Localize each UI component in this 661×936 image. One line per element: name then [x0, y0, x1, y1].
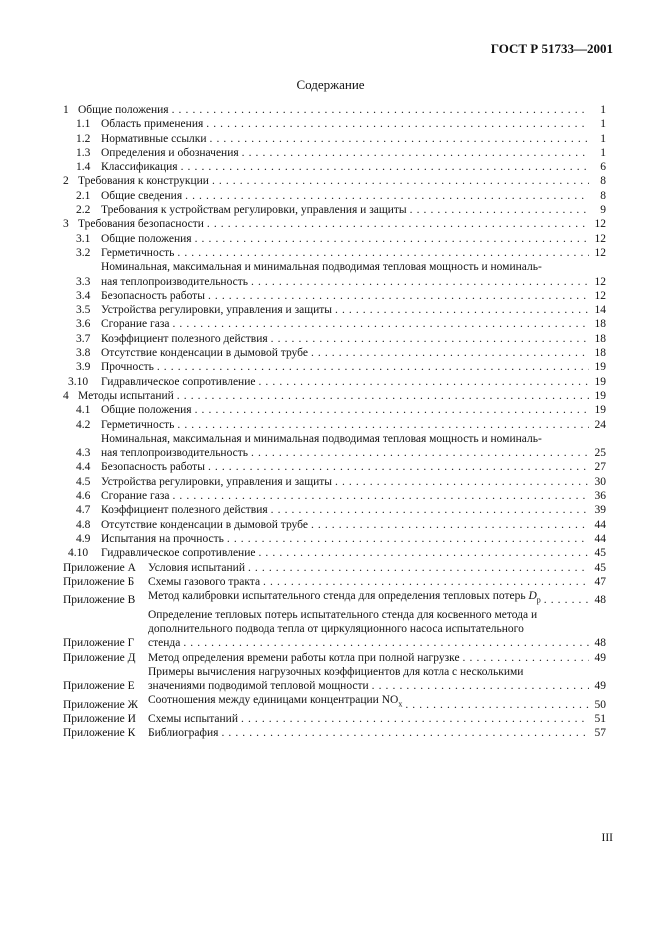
toc-text: Общие положения [101, 232, 192, 245]
toc-text: Сгорание газа [101, 490, 170, 503]
toc-text-line1: Номинальная, максимальная и минимальная подводимая тепловая мощность и номиналь- [101, 432, 542, 445]
toc-num: 3.8 [76, 347, 91, 360]
symbol-d: D [528, 590, 537, 603]
toc-page: 48 [594, 637, 606, 650]
toc-page: 12 [594, 275, 606, 288]
toc-num: 4.1 [76, 404, 91, 417]
toc-num: 4.4 [76, 461, 91, 474]
toc-entry-4-7[interactable] [63, 503, 606, 517]
toc-num: Приложение Г [63, 637, 135, 650]
toc-entry-3-1[interactable] [63, 232, 606, 246]
toc-text-line1: Определение тепловых потерь испытательного стенда для косвенного метода и [148, 608, 538, 621]
toc-page: 8 [600, 175, 606, 188]
toc-text: Требования безопасности [78, 218, 204, 231]
toc-page: 57 [594, 727, 606, 740]
toc-text: Устройства регулировки, управления и защиты [101, 475, 332, 488]
toc-num: 3.5 [76, 304, 91, 317]
toc-entry-3-10[interactable] [63, 375, 606, 389]
toc-page: 39 [594, 504, 606, 517]
toc-entry-4-4[interactable] [63, 460, 606, 474]
toc-text: Библиография [148, 727, 219, 740]
toc-num: Приложение Д [63, 651, 136, 664]
toc-text: Область применения [101, 118, 204, 131]
toc-page: 48 [594, 594, 606, 607]
toc-appendix-v[interactable] [63, 589, 606, 608]
toc-text: Испытания на прочность [101, 532, 224, 545]
toc-text: Безопасность работы [101, 461, 205, 474]
toc-page: 1 [600, 104, 606, 116]
toc-page: 12 [594, 246, 606, 259]
toc-entry-2-1[interactable] [63, 189, 606, 203]
toc-num: 3.3 [76, 275, 91, 288]
toc-entry-4-5[interactable] [63, 475, 606, 489]
toc-num: 4.8 [76, 518, 91, 531]
toc-num: 4.9 [76, 532, 91, 545]
toc-num: 1.2 [76, 132, 91, 145]
toc-num: 1.4 [76, 161, 91, 174]
toc-text: Методы испытаний [78, 389, 174, 402]
toc-num: 3 [63, 218, 69, 231]
symbol-sub: p [536, 595, 541, 605]
toc-entry-3-8[interactable] [63, 346, 606, 360]
toc-entry-3-4[interactable] [63, 289, 606, 303]
toc-appendix-zh[interactable] [63, 693, 606, 712]
toc-page: 12 [594, 289, 606, 302]
toc-page: 18 [594, 332, 606, 345]
toc-entry-4-1[interactable] [63, 403, 606, 417]
toc-entry-1-3[interactable] [63, 146, 606, 160]
table-of-contents [63, 103, 606, 741]
toc-appendix-k[interactable] [63, 726, 606, 740]
toc-text: Отсутствие конденсации в дымовой трубе [101, 347, 308, 360]
toc-entry-3-6[interactable] [63, 317, 606, 331]
toc-text: Прочность [101, 361, 154, 374]
toc-text-line2: ная теплопроизводительность [101, 275, 249, 288]
toc-appendix-d[interactable] [63, 651, 606, 665]
toc-text: Требования к устройствам регулировки, управления и защиты [101, 204, 407, 217]
toc-page: 47 [594, 575, 606, 588]
toc-text: Сгорание газа [101, 318, 170, 331]
toc-page: 9 [600, 204, 606, 217]
toc-page: 49 [594, 651, 606, 664]
toc-appendix-e[interactable] [63, 665, 606, 694]
toc-entry-4-8[interactable] [63, 518, 606, 532]
toc-text: Метод определения времени работы котла при полной нагрузке [148, 651, 460, 664]
toc-page: 44 [594, 518, 606, 531]
toc-num: Приложение Е [63, 680, 135, 693]
toc-text-line2: значениями подводимой тепловой мощности [148, 680, 369, 693]
toc-entry-3-2[interactable] [63, 246, 606, 260]
toc-num: 4.5 [76, 475, 91, 488]
toc-num: 3.2 [76, 246, 91, 259]
toc-text [148, 693, 402, 712]
toc-num: 3.4 [76, 289, 91, 302]
toc-num: 1 [63, 104, 69, 116]
toc-text-line3: стенда [148, 637, 181, 650]
toc-num: Приложение А [63, 561, 136, 574]
toc-appendix-b[interactable] [63, 575, 606, 589]
toc-num: Приложение В [63, 594, 136, 607]
toc-num: 1.1 [76, 118, 91, 131]
toc-text: Коэффициент полезного действия [101, 332, 268, 345]
toc-num: Приложение Ж [63, 698, 138, 711]
toc-page: 50 [594, 698, 606, 711]
toc-page: 19 [594, 361, 606, 374]
document-id: ГОСТ Р 51733—2001 [490, 41, 613, 56]
toc-page: 25 [594, 447, 606, 460]
toc-entry-4-3[interactable] [63, 432, 606, 461]
toc-entry-1-4[interactable] [63, 160, 606, 174]
toc-num: Приложение Б [63, 575, 135, 588]
toc-page: 27 [594, 461, 606, 474]
toc-entry-2[interactable] [63, 174, 606, 188]
toc-page: 12 [594, 232, 606, 245]
toc-text: Определения и обозначения [101, 146, 239, 159]
toc-text-body: Соотношения между единицами концентрации NO [148, 694, 399, 707]
toc-page: 18 [594, 347, 606, 360]
toc-text: Герметичность [101, 418, 175, 431]
toc-text: Классификация [101, 161, 178, 174]
toc-num: 4.3 [76, 447, 91, 460]
toc-page: 49 [594, 680, 606, 693]
toc-text: Общие положения [101, 404, 192, 417]
toc-page: 24 [594, 418, 606, 431]
toc-entry-3-3[interactable] [63, 260, 606, 289]
toc-page: 45 [594, 547, 606, 560]
toc-text: Общие сведения [101, 189, 183, 202]
nox-sub: x [398, 699, 403, 709]
toc-text: Коэффициент полезного действия [101, 504, 268, 517]
toc-entry-1-1[interactable] [63, 117, 606, 131]
toc-text: Условия испытаний [148, 561, 245, 574]
toc-num: 3.9 [76, 361, 91, 374]
toc-page: 18 [594, 318, 606, 331]
toc-num: 4.10 [68, 547, 89, 560]
toc-page: 19 [594, 404, 606, 417]
toc-text: Устройства регулировки, управления и защиты [101, 304, 332, 317]
toc-num: Приложение И [63, 713, 136, 726]
toc-page: 45 [594, 561, 606, 574]
toc-text [148, 589, 541, 608]
toc-entry-1[interactable] [63, 103, 606, 117]
toc-text-line1: Номинальная, максимальная и минимальная подводимая тепловая мощность и номиналь- [101, 261, 542, 274]
toc-page: 36 [594, 490, 606, 503]
toc-entry-4-9[interactable] [63, 532, 606, 546]
toc-page: 12 [594, 218, 606, 231]
toc-page: 1 [600, 118, 606, 131]
toc-page: 6 [600, 161, 606, 174]
toc-text: Гидравлическое сопротивление [101, 375, 256, 388]
toc-appendix-i[interactable] [63, 712, 606, 726]
toc-entry-4-6[interactable] [63, 489, 606, 503]
toc-text-line2: дополнительного подвода тепла от циркуляционного насоса испытательного [148, 622, 524, 635]
toc-text: Отсутствие конденсации в дымовой трубе [101, 518, 308, 531]
toc-page: 19 [594, 375, 606, 388]
toc-appendix-a[interactable] [63, 561, 606, 575]
toc-text: Безопасность работы [101, 289, 205, 302]
toc-entry-3-9[interactable] [63, 360, 606, 374]
toc-num: 3.6 [76, 318, 91, 331]
toc-page: 30 [594, 475, 606, 488]
toc-page: 44 [594, 532, 606, 545]
toc-num: 1.3 [76, 146, 91, 159]
toc-text-line1: Примеры вычисления нагрузочных коэффициентов для котла с несколькими [148, 665, 524, 678]
toc-entry-4[interactable] [63, 389, 606, 403]
toc-entry-4-10[interactable] [63, 546, 606, 560]
toc-num: 3.7 [76, 332, 91, 345]
toc-page: 19 [594, 389, 606, 402]
toc-num: Приложение К [63, 727, 136, 740]
toc-page: 51 [594, 713, 606, 726]
page-number: III [601, 832, 613, 844]
toc-text: Нормативные ссылки [101, 132, 207, 145]
toc-page: 14 [594, 304, 606, 317]
toc-page: 1 [600, 146, 606, 159]
toc-entry-3-7[interactable] [63, 332, 606, 346]
toc-appendix-g[interactable] [63, 608, 606, 651]
toc-page: 1 [600, 132, 606, 145]
toc-num: 3.1 [76, 232, 91, 245]
toc-num: 2.2 [76, 204, 91, 217]
toc-num: 2.1 [76, 189, 91, 202]
toc-entry-4-2[interactable] [63, 418, 606, 432]
toc-title: Содержание [296, 77, 365, 92]
toc-text-body: Метод калибровки испытательного стенда для определения тепловых потерь [148, 590, 526, 603]
toc-num: 4.6 [76, 490, 91, 503]
toc-num: 4.7 [76, 504, 91, 517]
toc-num: 3.10 [68, 375, 89, 388]
toc-num: 4.2 [76, 418, 91, 431]
toc-page: 8 [600, 189, 606, 202]
toc-text: Общие положения [78, 104, 169, 116]
toc-text-line2: ная теплопроизводительность [101, 447, 249, 460]
toc-text: Схемы испытаний [148, 713, 238, 726]
toc-text: Гидравлическое сопротивление [101, 547, 256, 560]
toc-num: 4 [63, 389, 69, 402]
toc-text: Герметичность [101, 246, 175, 259]
toc-num: 2 [63, 175, 69, 188]
toc-entry-3[interactable] [63, 217, 606, 231]
toc-text: Схемы газового тракта [148, 575, 261, 588]
toc-entry-3-5[interactable] [63, 303, 606, 317]
toc-text: Требования к конструкции [78, 175, 209, 188]
toc-entry-1-2[interactable] [63, 132, 606, 146]
toc-entry-2-2[interactable] [63, 203, 606, 217]
